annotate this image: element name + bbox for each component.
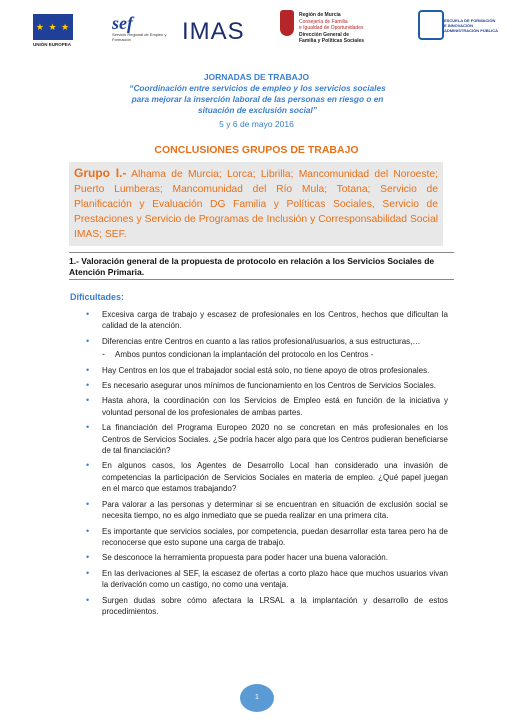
list-item: • En las derivaciones al SEF, la escasez de ofertas a corto plazo hace que muchos usuarios vivan la derivación como un castigo, no como una ventaja.: [86, 567, 448, 590]
bullet-icon: •: [86, 309, 90, 319]
murcia-line4: Dirección General de: [299, 31, 350, 38]
murcia-line5: Familia y Políticas Sociales: [299, 38, 365, 44]
section-bottom-rule: [69, 279, 454, 280]
escuela-hex-icon: [418, 10, 444, 40]
bullet-icon: •: [86, 422, 90, 433]
eu-logo: [33, 14, 73, 46]
murcia-crest-icon: [280, 10, 294, 36]
jornadas-subtitle: “Coordinación entre servicios de empleo y los servicios sociales para mejorar la inserción laboral de las personas en riesgo o en situación de exclusión social”: [129, 83, 386, 115]
bullet-icon: •: [86, 525, 90, 536]
grupo-title: Grupo I.-: [74, 166, 127, 180]
list-item: • Para valorar a las personas y determinar si se encuentran en situación de exclusión social se necesita tiempo, no es algo inmediato que se pueda realizar en una primera cita.: [86, 498, 448, 521]
bullet-icon: •: [86, 460, 90, 471]
sef-logo: [112, 14, 172, 42]
escuela-line1: ESCUELA DE FORMACIÓN: [444, 18, 496, 23]
murcia-line2: Consejería de Familia: [299, 18, 348, 25]
bullet-icon: •: [86, 364, 90, 375]
list-item: • Hay Centros en los que el trabajador social está solo, no tiene apoyo de otros profesionales.: [86, 364, 430, 375]
bullet-icon: •: [86, 498, 90, 509]
section-title: 1.- Valoración general de la propuesta de protocolo en relación a los Servicios Sociales de Atención Primaria.: [69, 256, 435, 277]
list-subitem: - Ambos puntos condicionan la implantación del protocolo en los Centros -: [102, 349, 374, 360]
conclusiones-heading: CONCLUSIONES GRUPOS DE TRABAJO: [154, 144, 359, 156]
logo-bar: [0, 8, 513, 56]
murcia-line1: Región de Murcia: [299, 12, 341, 18]
imas-logo: IMAS: [182, 18, 245, 45]
sef-caption: Servicio Regional de Empleo y Formación: [112, 32, 167, 42]
grupo-text: Alhama de Murcia; Lorca; Librilla; Mancomunidad del Noroeste; Puerto Lumberas; Mancomunidad del Río Mula; Totana; Servicio de Planificación y Evaluación DG Familia y Políticas Sociales, Servicio de Prestaciones y Servicio de Programas de Inclusión y Corresponsabilidad Social IMAS; SEF.: [74, 169, 438, 240]
difficulties-list: [86, 309, 448, 621]
bullet-icon: •: [86, 380, 90, 391]
list-item: • Surgen dudas sobre cómo afectara la LRSAL a la implantación y desarrollo de estos procedimientos.: [86, 594, 448, 616]
section-top-rule: [69, 252, 454, 253]
page-number: 1: [240, 684, 274, 712]
list-item: • La financiación del Programa Europeo 2020 no se concretan en más profesionales en los Centros de Servicios Sociales. ¿Se podría hacer algo para que los Centros pudieran beneficiarse de tal financiación?: [86, 422, 448, 456]
list-item: • Se desconoce la herramienta propuesta para poder hacer una buena valoración.: [86, 552, 388, 563]
bullet-icon: •: [86, 335, 90, 346]
dash-icon: -: [102, 349, 105, 360]
bullet-icon: •: [86, 594, 90, 605]
eu-label: UNIÓN EUROPEA: [33, 42, 72, 47]
list-item: • Es importante que servicios sociales, por competencia, puedan desarrollar esta tarea pero ha de reconocerse que esto supone una carga de trabajo.: [86, 525, 448, 547]
bullet-icon: •: [86, 552, 90, 563]
grupo-box: [69, 162, 443, 246]
dificultades-heading: Dificultades:: [70, 292, 125, 302]
sef-mark: sef: [112, 13, 133, 33]
list-item: • Excesiva carga de trabajo y escasez de profesionales en los Centros, hechos que dificultan la calidad de la atención.: [86, 309, 448, 331]
bullet-icon: •: [86, 395, 90, 406]
list-item: • Hasta ahora, la coordinación con los Servicios de Empleo está en función de la iniciativa y voluntad personal de los profesionales de ambas partes.: [86, 395, 448, 417]
escuela-line3: ADMINISTRACIÓN PÚBLICA: [444, 28, 498, 33]
escuela-line2: E INNOVACIÓN: [444, 23, 474, 28]
jornadas-title: JORNADAS DE TRABAJO: [203, 72, 310, 82]
eu-flag-icon: ★ ★ ★: [33, 14, 73, 40]
list-item: • Diferencias entre Centros en cuanto a las ratios profesional/usuarios, a sus estructuras,…: [86, 335, 421, 346]
bullet-icon: •: [86, 567, 90, 578]
list-item: • Es necesario asegurar unos mínimos de funcionamiento en los Centros de Servicios Sociales.: [86, 380, 436, 391]
list-item: • En algunos casos, los Agentes de Desarrollo Local han considerado una invasión de competencias la participación de Servicios Sociales en materia de empleo. ¿Qué papel juegan en el marco que estamos trabajando?: [86, 460, 448, 494]
jornadas-dates: 5 y 6 de mayo 2016: [219, 119, 294, 129]
murcia-line3: e Igualdad de Oportunidades: [299, 25, 364, 31]
